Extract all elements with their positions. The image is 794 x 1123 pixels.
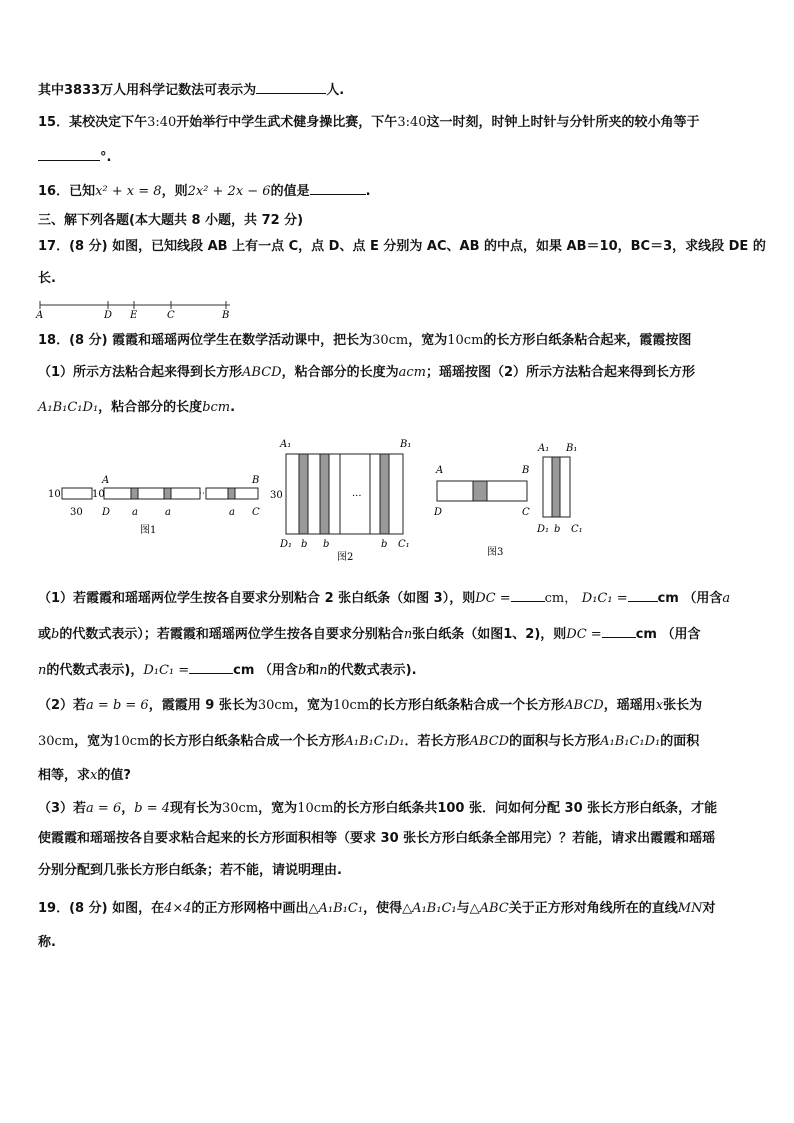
variable: b [297, 663, 307, 678]
fig1-overlap-label: a [165, 507, 171, 518]
fig1-overlap-label: a [229, 507, 235, 518]
equation: b = 4 [134, 801, 170, 816]
question-15-line1 [38, 114, 756, 132]
width: 10cm [447, 333, 484, 348]
question-19-line2: 称. [38, 935, 56, 950]
text: ，粘合部分的长度 [98, 400, 203, 415]
text: 的代数式表示）；若霞霞和瑶瑶两位学生按各自要求分别粘合 [59, 627, 404, 642]
part-2-line1 [38, 697, 756, 715]
length: 30cm [372, 333, 409, 348]
point-a-label: A [36, 310, 44, 321]
length: 30cm [257, 698, 294, 713]
fig3-caption: 图3 [487, 547, 504, 558]
equation: a = 6 [86, 801, 122, 816]
question-17-line1: 17．(8 分) 如图，已知线段 AB 上有一点 C，点 D、点 E 分别为 AC、AB 的中点，如果 AB＝10，BC＝3，求线段 DE 的 [38, 239, 766, 254]
question-18-line3 [38, 399, 756, 417]
text: ，宽为 [258, 801, 298, 816]
fig1-width-label: 10 [92, 489, 105, 500]
text: ，则 [161, 184, 188, 199]
question-19-line1 [38, 900, 756, 918]
point-d-label: D [104, 310, 113, 321]
text: 的长方形白纸条共100 张．问如何分配 30 张长方形白纸条，才能 [333, 801, 718, 816]
text: 16．已知 [38, 184, 96, 199]
text: ．若长方形 [404, 734, 470, 749]
fig2-overlap-label: b [323, 539, 330, 550]
text: 张白纸条（如图1、2)，则 [412, 627, 567, 642]
triangle: △A₁B₁C₁ [402, 901, 457, 916]
text: 的正方形网格中画出 [191, 901, 309, 916]
expression: 2x² + 2x − 6 [187, 184, 271, 199]
fig3-label-c: C [522, 507, 530, 518]
question-14-tail [38, 80, 756, 100]
triangle: △A₁B₁C₁ [308, 901, 364, 916]
fig2-label-c1: C₁ [398, 539, 410, 550]
text: 18．(8 分) 霞霞和瑶瑶两位学生在数学活动课中，把长为 [38, 333, 373, 348]
variable: b [51, 627, 60, 642]
question-18-line1 [38, 332, 756, 350]
text: 关于正方形对角线所在的直线 [508, 901, 678, 916]
part-1-line1 [38, 588, 756, 608]
point-c-label: C [167, 310, 175, 321]
text: ，使得 [363, 901, 403, 916]
text: ， [121, 801, 135, 816]
fig3-overlap-label: b [554, 524, 561, 535]
fig3-label-a1: A₁ [538, 443, 550, 454]
text: 相等，求 [38, 768, 91, 783]
rect-name: A₁B₁C₁D₁ [38, 400, 99, 415]
unit: cm （用含 [657, 591, 723, 606]
time: 3:40 [397, 115, 427, 130]
fig1-overlap-label: a [132, 507, 138, 518]
part-1-line3 [38, 660, 756, 680]
text: 其中3833万人用科学记数法可表示为 [38, 83, 257, 98]
variable: n [319, 663, 328, 678]
text: 的长方形白纸条粘合成一个长方形 [369, 698, 565, 713]
text: 开始举行中学生武术健身操比赛，下午 [176, 115, 398, 130]
unit: cm （用含 [233, 663, 298, 678]
text: ，霞霞用 9 张长为 [148, 698, 258, 713]
text: ，宽为 [293, 698, 333, 713]
fig1-length-label: 30 [70, 507, 83, 518]
fig2-overlap-label: b [381, 539, 388, 550]
answer-blank[interactable] [628, 588, 658, 602]
text: 19．(8 分) 如图，在 [38, 901, 165, 916]
fig2-label-b1: B₁ [400, 439, 412, 450]
time: 3:40 [147, 115, 177, 130]
figure-2 [270, 439, 411, 563]
symbol: D₁C₁ = [143, 663, 190, 678]
width: 10cm [297, 801, 334, 816]
section-heading: 三、解下列各题(本大题共 8 小题，共 72 分) [38, 213, 304, 228]
text: 的面积 [660, 734, 700, 749]
fig1-overlap [228, 488, 235, 499]
fig2-overlap [320, 454, 329, 534]
text: 的长方形白纸条粘合成一个长方形 [149, 734, 345, 749]
fig1-label-c: C [252, 507, 260, 518]
length: 30cm [222, 801, 259, 816]
text: °. [100, 150, 112, 165]
fig3-label-b1: B₁ [566, 443, 578, 454]
text: 和 [306, 663, 320, 678]
question-15-line2 [38, 147, 756, 167]
text: ，宽为 [408, 333, 448, 348]
fig2-height-label: 30 [270, 490, 283, 501]
fig1-strip [62, 488, 92, 499]
text: 的长方形白纸条粘合起来，霞霞按图 [483, 333, 692, 348]
figure-1 [48, 475, 260, 536]
fig3-overlap [552, 457, 560, 517]
text: （1）若霞霞和瑶瑶两位学生按各自要求分别粘合 2 张白纸条（如图 3），则 [38, 591, 476, 606]
variable: a [722, 591, 731, 606]
text: ，瑶瑶用 [603, 698, 656, 713]
symbol: DC = [566, 627, 602, 642]
answer-blank[interactable] [256, 80, 326, 94]
overlap-a: acm [398, 365, 426, 380]
strip-figures [40, 435, 600, 565]
text: 的值? [97, 768, 131, 783]
part-2-line3 [38, 767, 756, 785]
symbol: D₁C₁ = [581, 591, 628, 606]
fig1-label-a: A [102, 475, 110, 486]
text: 的面积与长方形 [509, 734, 601, 749]
figure-3 [433, 443, 583, 558]
fig3-label-a: A [436, 465, 444, 476]
fig2-dots: ··· [352, 491, 362, 502]
text: 15．某校决定下午 [38, 115, 148, 130]
text: 对 [702, 901, 716, 916]
text: （3）若 [38, 801, 87, 816]
line-name: MN [677, 901, 703, 916]
question-16 [38, 181, 756, 201]
part-1-line2 [38, 624, 756, 644]
unit: cm （用含 [635, 627, 701, 642]
variable: n [38, 663, 47, 678]
rect-name: ABCD [564, 698, 604, 713]
unit: cm， [544, 591, 578, 606]
text: （1）所示方法粘合起来得到长方形 [38, 365, 243, 380]
equation: x² + x = 8 [95, 184, 162, 199]
fig2-caption: 图2 [337, 552, 354, 563]
point-e-label: E [130, 310, 138, 321]
answer-blank[interactable] [38, 147, 100, 161]
part-3-line2: 使霞霞和瑶瑶按各自要求粘合起来的长方形面积相等（要求 30 张长方形白纸条全部用完）？若能，请求出霞霞和瑶瑶 [38, 831, 716, 846]
part-2-line2 [38, 733, 756, 751]
text: 人. [326, 83, 345, 98]
fig2-overlap-label: b [301, 539, 308, 550]
fig1-overlap [164, 488, 171, 499]
width: 10cm [333, 698, 370, 713]
variable: x [655, 698, 664, 713]
width: 10cm [113, 734, 150, 749]
question-17-line2: 长. [38, 271, 56, 286]
variable: n [403, 627, 413, 642]
text: 或 [38, 627, 52, 642]
text: . [230, 400, 236, 415]
fig1-width-label: 10 [48, 489, 61, 500]
rect-name: ABCD [469, 734, 510, 749]
fig1-caption: 图1 [140, 525, 157, 536]
fig3-label-c1: C₁ [571, 524, 583, 535]
fig1-overlap [131, 488, 138, 499]
question-18-line2 [38, 364, 756, 382]
grid-size: 4×4 [164, 901, 192, 916]
fig3-label-d1: D₁ [537, 524, 550, 535]
equation: a = b = 6 [86, 698, 149, 713]
text: 现有长为 [170, 801, 223, 816]
fig3-label-b: B [522, 465, 530, 476]
text: 的值是 [270, 184, 310, 199]
answer-blank[interactable] [602, 624, 636, 638]
text: 这一时刻，时钟上时针与分针所夹的较小角等于 [426, 115, 700, 130]
rect-name: A₁B₁C₁D₁ [600, 734, 661, 749]
segment-figure [30, 296, 240, 322]
fig3-overlap [473, 481, 487, 501]
fig1-chain [104, 488, 200, 499]
text: 张长为 [663, 698, 703, 713]
fig3-label-d: D [434, 507, 443, 518]
symbol: DC = [475, 591, 511, 606]
fig1-label-d: D [102, 507, 111, 518]
rect-name: ABCD [242, 365, 282, 380]
text: 与 [456, 901, 470, 916]
point-b-label: B [222, 310, 230, 321]
part-3-line3: 分别分配到几张长方形白纸条；若不能，请说明理由. [38, 863, 342, 878]
fig2-overlap [380, 454, 389, 534]
part-3-line1 [38, 800, 756, 818]
text: 的代数式表示). [327, 663, 417, 678]
text: 的代数式表示)， [46, 663, 144, 678]
text: ，粘合部分的长度为 [281, 365, 399, 380]
overlap-b: bcm [202, 400, 231, 415]
length: 30cm [38, 734, 75, 749]
text: ，宽为 [74, 734, 114, 749]
text: ；瑶瑶按图（2）所示方法粘合起来得到长方形 [425, 365, 696, 380]
rect-name: A₁B₁C₁D₁ [344, 734, 405, 749]
fig2-overlap [299, 454, 308, 534]
text: . [365, 184, 371, 199]
text: （2）若 [38, 698, 87, 713]
fig1-label-b: B [252, 475, 260, 486]
variable: x [90, 768, 98, 783]
answer-blank[interactable] [189, 660, 233, 674]
fig2-label-a1: A₁ [280, 439, 292, 450]
fig2-label-d1: D₁ [280, 539, 293, 550]
triangle: △ABC [469, 901, 509, 916]
answer-blank[interactable] [511, 588, 545, 602]
answer-blank[interactable] [310, 181, 366, 195]
